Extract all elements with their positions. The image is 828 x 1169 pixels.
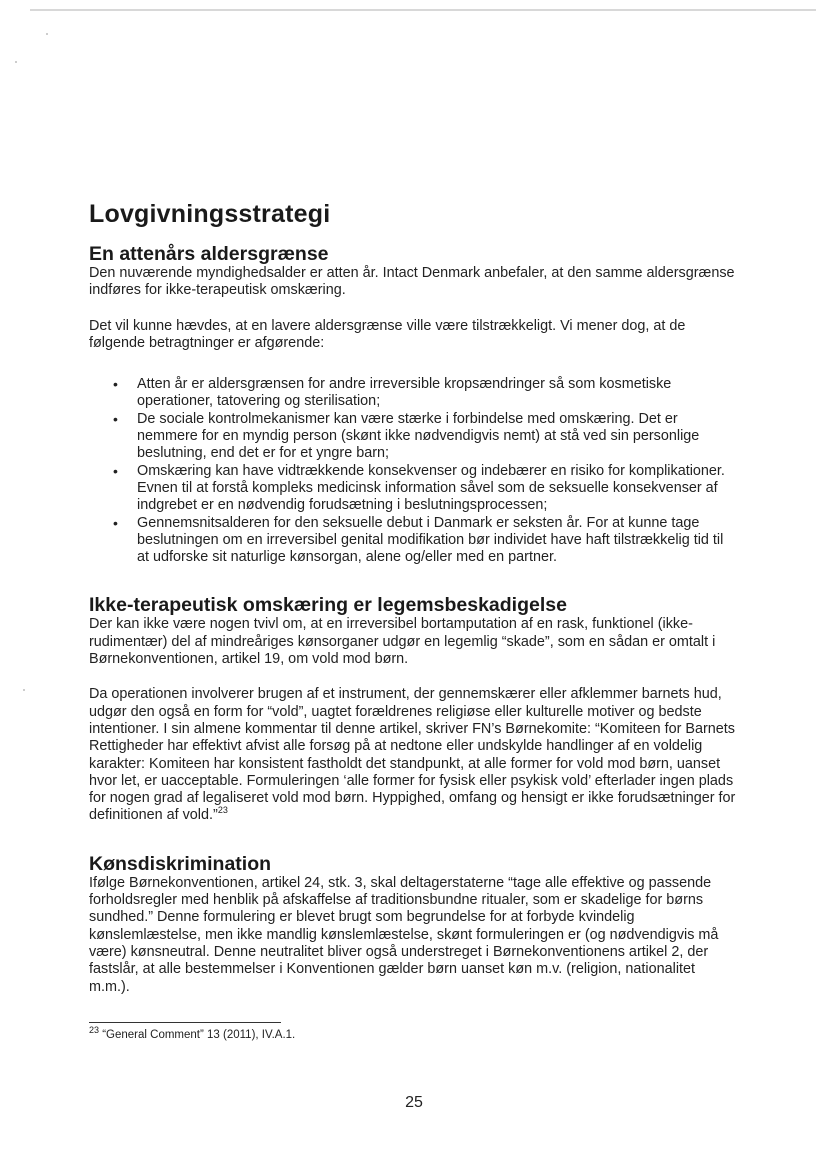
page-title: Lovgivningsstrategi xyxy=(89,200,331,228)
paragraph: Det vil kunne hævdes, at en lavere aldersgrænse ville være tilstrækkeligt. Vi mener dog, at de følgende betragtninger er afgørende: xyxy=(89,317,686,351)
page-body xyxy=(89,200,739,996)
section-heading: Ikke-terapeutisk omskæring er legemsbeskadigelse xyxy=(89,594,567,617)
paragraph: Den nuværende myndighedsalder er atten år. Intact Denmark anbefaler, at den samme aldersgrænse indføres for ikke-terapeutisk omskæring. xyxy=(89,265,735,299)
footnote-ref[interactable]: 23 xyxy=(217,805,228,816)
section-heading: En attenårs aldersgrænse xyxy=(89,243,329,265)
bullet-icon: • xyxy=(113,462,118,479)
paragraph: Ifølge Børnekonventionen, artikel 24, stk. 3, skal deltagerstaterne “tage alle effektive og passende forholdsregler med henblik på afskaffelse af traditionsbundne ritualer, som er skadelige for børns sundhed.” Denne formulering er blevet brugt som begrundelse for at forbyde kvindelig kønslemlæstelse, men ikke mandlig kønslemlæstelse, skønt formuleringen er (og nødvendigvis må være) kønsneutral. Denne neutralitet bliver også understreget i Børnekonventionens artikel 2, der fastslår, at alle bestemmelser i Konventionen gælder børn uanset køn m.v. (religion, nationalitet m.m.). xyxy=(89,874,719,995)
section-age-limit xyxy=(89,243,739,566)
list-item: • De sociale kontrolmekanismer kan være stærke i forbindelse med omskæring. Det er nemmere for en myndig person (skønt ikke nødvendigvis nemt) at stå ved sin personlige beslutning, end det er for et yngre barn; xyxy=(113,410,700,462)
scan-speck xyxy=(46,33,48,35)
list-item: • Gennemsnitsalderen for den seksuelle debut i Danmark er seksten år. For at kunne tage beslutningen om en irreversibel genital modifikation bør individet have haft tilstrækkelig tid til at udforske sit naturlige kønsorgan, alene og/eller med en partner. xyxy=(113,514,724,566)
footnote xyxy=(89,1025,296,1041)
bullet-icon: • xyxy=(113,514,118,531)
footnote-text: “General Comment” 13 (2011), IV.A.1. xyxy=(102,1029,296,1041)
bullet-icon: • xyxy=(113,410,118,427)
section-bodily-harm xyxy=(89,594,739,824)
scan-speck xyxy=(15,61,17,63)
scan-top-edge xyxy=(30,9,816,11)
scan-speck xyxy=(23,689,25,691)
footnote-divider xyxy=(89,1022,281,1023)
section-heading: Kønsdiskrimination xyxy=(89,852,272,875)
bullet-icon: • xyxy=(113,376,118,393)
list-item: • Atten år er aldersgrænsen for andre irreversible kropsændringer så som kosmetiske operationer, tatovering og sterilisation; xyxy=(113,376,672,410)
paragraph: Der kan ikke være nogen tvivl om, at en irreversibel bortamputation af en rask, funktionel (ikke-rudimentær) del af mindreåriges kønsorganer udgør en legemlig “skade”, som en sådan er omtalt i Børnekonventionen, artikel 19, om vold mod børn. xyxy=(89,616,716,668)
page-number: 25 xyxy=(405,1094,423,1111)
list-item: • Omskæring kan have vidtrækkende konsekvenser og indebærer en risiko for komplikationer. Evnen til at forstå kompleks medicinsk information såvel som de seksuelle konsekvenser af indgrebet er en nødvendig forudsætning i beslutningsprocessen; xyxy=(113,462,725,514)
bullet-list xyxy=(89,376,739,566)
paragraph: Da operationen involverer brugen af et instrument, der gennemskærer eller afklemmer barnets hud, udgør den også en form for “vold”, uagtet forældrenes religiøse eller kulturelle motiver og bedste intentioner. I sin almene kommentar til denne artikel, skriver FN’s Børnekomite: “Komiteen for Barnets Rettigheder har effektivt afvist alle forsøg på at nedtone eller undskylde handlinger af en voldelig karakter: Komiteen har konsistent fastholdt det standpunkt, at alle former for vold mod børn, uanset hvor let, er uacceptable. Formuleringen ‘alle former for fysisk eller psykisk vold’ efterlader ingen plads for nogen grad af legaliseret vold mod børn. Hyppighed, omfang og hensigt er ikke forudsætninger for definitionen af vold.”$^{23}$ xyxy=(89,686,736,824)
footnote-marker: 23 xyxy=(89,1025,100,1036)
section-gender-discrimination xyxy=(89,853,739,996)
